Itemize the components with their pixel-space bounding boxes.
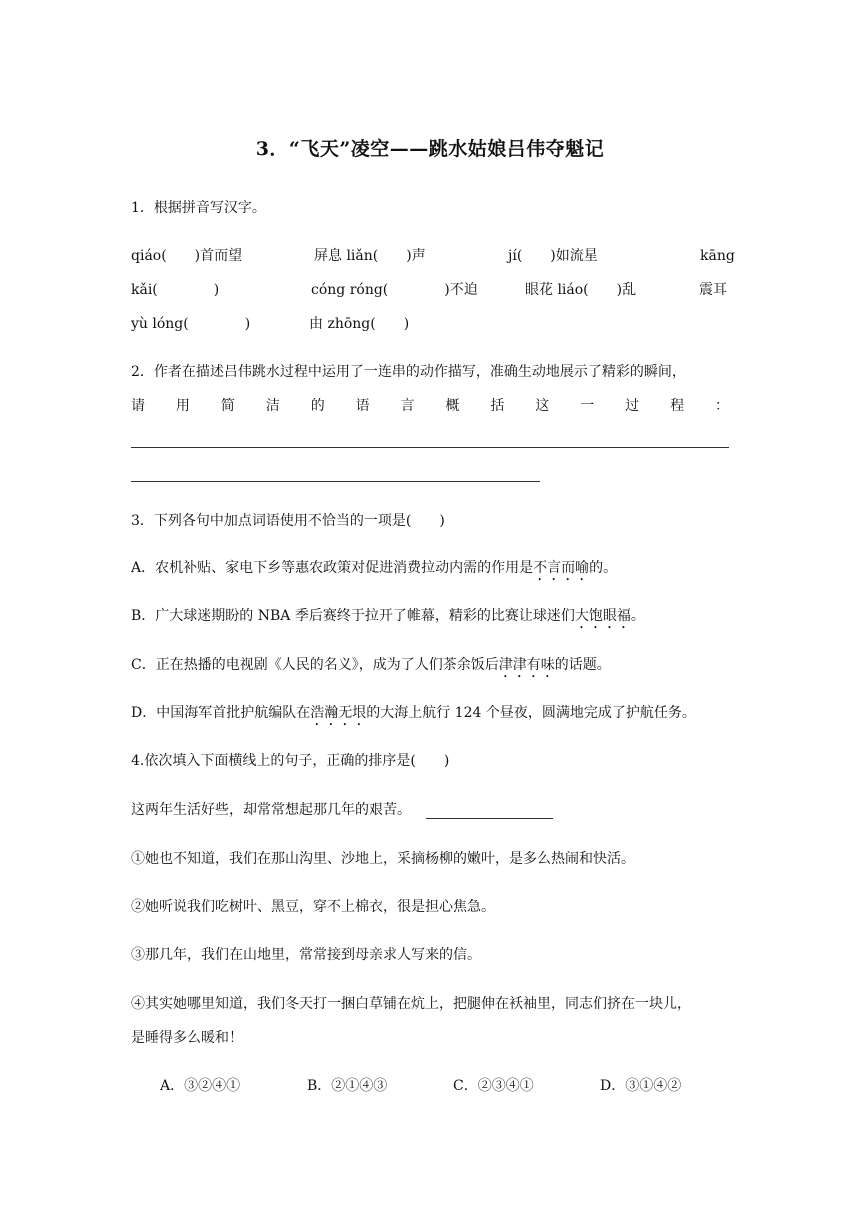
q1-item-ji: jí( )如流星 xyxy=(508,248,598,264)
dotted-phrase: 大饱眼福 xyxy=(574,608,631,624)
dotted-phrase: 浩瀚无垠 xyxy=(310,705,367,721)
page-title: 3．“飞天”凌空——跳水姑娘吕伟夺魁记 xyxy=(255,138,605,160)
q1-item-qiao: qiáo( )首而望 xyxy=(131,248,243,264)
answer-line[interactable] xyxy=(131,481,540,482)
answer-line[interactable] xyxy=(131,447,729,448)
q4-sentence-4: ④其实她哪里知道，我们冬天打一捆白草铺在炕上，把腿伸在袄袖里，同志们挤在一块儿， xyxy=(131,996,691,1012)
blank-line[interactable] xyxy=(426,818,553,819)
q4-sentence-4-cont: 是睡得多么暖和！ xyxy=(131,1030,243,1046)
q3-option-a xyxy=(131,558,617,584)
option-text: 。 xyxy=(630,608,645,624)
q4-sentence-2: ②她听说我们吃树叶、黑豆，穿不上棉衣，很是担心焦急。 xyxy=(131,899,495,915)
option-text: 的大海上航行 124 个昼夜，圆满地完成了护航任务。 xyxy=(366,705,696,721)
dotted-phrase: 不言而喻 xyxy=(533,560,590,576)
option-text: B．广大球迷期盼的 NBA 季后赛终于拉开了帷幕，精彩的比赛让球迷们 xyxy=(131,608,575,624)
q4-choice-d[interactable]: D．③①④② xyxy=(600,1078,682,1094)
q2-char: 一 xyxy=(580,398,595,414)
q2-line2 xyxy=(131,396,729,416)
option-text: D．中国海军首批护航编队在 xyxy=(131,705,311,721)
q2-char: 的 xyxy=(310,398,325,414)
q1-item-lian: 屏息 liǎn( )声 xyxy=(314,248,426,264)
q2-char: 语 xyxy=(355,398,370,414)
q1-item-congrong: cóng róng( )不迫 xyxy=(311,282,478,298)
option-text: C．正在热播的电视剧《人民的名义》，成为了人们茶余饭后 xyxy=(131,657,499,673)
q2-char: 洁 xyxy=(265,398,280,414)
q4-choice-a[interactable]: A．③②④① xyxy=(160,1078,241,1094)
option-text: 的。 xyxy=(589,560,618,576)
q4-choice-c[interactable]: C．②③④① xyxy=(453,1078,534,1094)
q2-char: 括 xyxy=(490,398,505,414)
q3-stem: 3．下列各句中加点词语使用不恰当的一项是( ) xyxy=(131,513,445,529)
q3-option-c xyxy=(131,655,611,681)
option-text: 的话题。 xyxy=(554,657,611,673)
q3-option-b xyxy=(131,606,645,632)
q3-option-d xyxy=(131,703,696,729)
q4-stem: 4.依次填入下面横线上的句子，正确的排序是( ) xyxy=(131,753,450,769)
q2-char: 用 xyxy=(175,398,190,414)
q2-char: 这 xyxy=(535,398,550,414)
q2-char: 程 xyxy=(670,398,685,414)
q2-char: 概 xyxy=(445,398,460,414)
q4-sentence-1: ①她也不知道，我们在那山沟里、沙地上，采摘杨柳的嫩叶，是多么热闹和快活。 xyxy=(131,851,635,867)
dotted-phrase: 津津有味 xyxy=(498,657,555,673)
q2-char: ： xyxy=(714,398,729,414)
q4-sentence-3: ③那几年，我们在山地里，常常接到母亲求人写来的信。 xyxy=(131,947,481,963)
q1-item-zhener: 震耳 xyxy=(699,282,727,298)
q1-item-zhong: 由 zhōng( ) xyxy=(309,316,410,332)
q1-item-yulong: yù lóng( ) xyxy=(131,316,251,332)
q2-char: 过 xyxy=(625,398,640,414)
q1-item-liao: 眼花 liáo( )乱 xyxy=(525,282,637,298)
q2-line1: 2．作者在描述吕伟跳水过程中运用了一连串的动作描写，准确生动地展示了精彩的瞬间， xyxy=(131,364,686,380)
q2-char: 言 xyxy=(400,398,415,414)
q4-choice-b[interactable]: B．②①④③ xyxy=(307,1078,388,1094)
q1-item-kai: kǎi( ) xyxy=(131,282,220,298)
q2-char: 简 xyxy=(220,398,235,414)
q2-char: 请 xyxy=(131,398,145,414)
q1-item-kang: kāng xyxy=(700,248,735,264)
option-text: A．农机补贴、家电下乡等惠农政策对促进消费拉动内需的作用是 xyxy=(131,560,534,576)
q1-stem: 1．根据拼音写汉字。 xyxy=(131,200,266,216)
q4-context: 这两年生活好些，却常常想起那几年的艰苦。 xyxy=(131,802,411,818)
